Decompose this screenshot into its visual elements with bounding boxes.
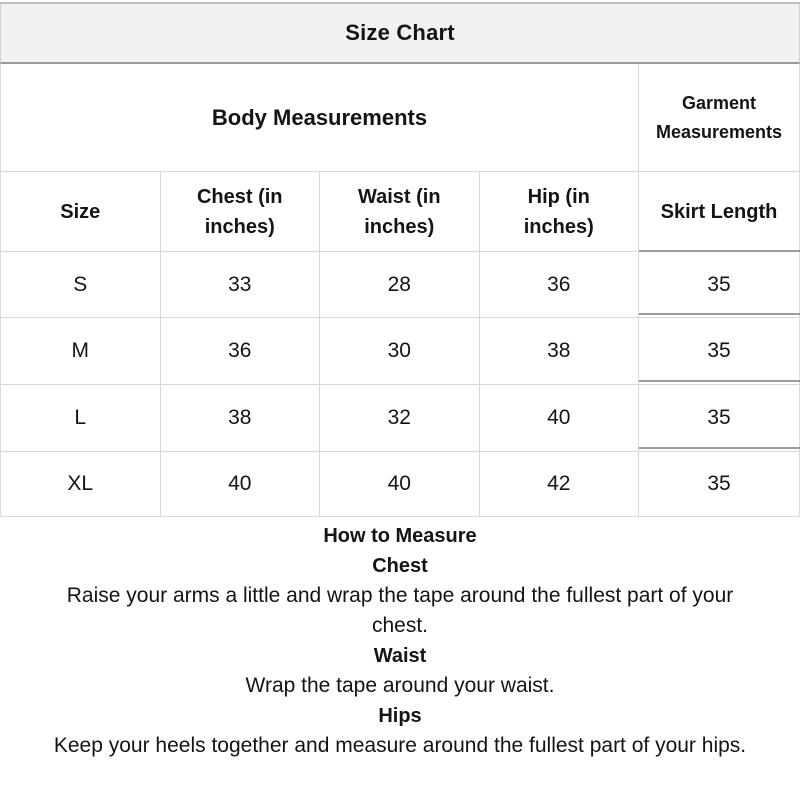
column-header-row xyxy=(1,172,799,252)
size-cell: XL xyxy=(1,452,161,516)
table-row-s xyxy=(1,252,799,318)
garment-measurements-header: Garment Measurements xyxy=(655,92,783,142)
measure-label-waist: Waist xyxy=(373,645,427,667)
hip-cell: 38 xyxy=(480,318,640,384)
measure-label-chest: Chest xyxy=(372,555,428,577)
hip-cell: 36 xyxy=(480,252,640,317)
skirt-column-divider xyxy=(639,380,800,382)
table-grid xyxy=(0,64,800,517)
column-header-waist: Waist (in inches) xyxy=(320,172,480,251)
waist-cell: 28 xyxy=(320,252,480,317)
table-row-xl xyxy=(1,452,799,517)
how-to-measure-heading: How to Measure xyxy=(323,525,477,547)
chest-cell: 36 xyxy=(161,318,321,384)
table-row-m xyxy=(1,318,799,385)
waist-cell: 40 xyxy=(320,452,480,516)
chest-cell: 38 xyxy=(161,385,321,451)
group-header-row xyxy=(1,64,799,172)
skirt-length-cell: 35 xyxy=(707,472,731,495)
waist-cell: 30 xyxy=(320,318,480,384)
skirt-column-divider xyxy=(639,447,800,449)
skirt-length-cell: 35 xyxy=(707,339,731,362)
how-to-measure-section xyxy=(0,521,800,761)
size-cell: S xyxy=(1,252,161,317)
skirt-length-cell: 35 xyxy=(707,406,731,429)
column-header-skirt-length: Skirt Length xyxy=(660,200,778,223)
column-header-hip: Hip (in inches) xyxy=(480,172,640,251)
column-header-chest: Chest (in inches) xyxy=(161,172,321,251)
measure-text-chest: Raise your arms a little and wrap the tape around the fullest part of your chest. xyxy=(66,584,734,637)
waist-cell: 32 xyxy=(320,385,480,451)
size-cell: M xyxy=(1,318,161,384)
column-header-size: Size xyxy=(1,172,161,251)
measure-text-hips: Keep your heels together and measure around the fullest part of your hips. xyxy=(53,734,747,757)
chest-cell: 40 xyxy=(161,452,321,516)
table-row-l xyxy=(1,385,799,452)
hip-cell: 40 xyxy=(480,385,640,451)
measure-label-hips: Hips xyxy=(378,705,422,727)
skirt-column-divider xyxy=(639,250,800,252)
skirt-length-cell: 35 xyxy=(707,272,731,296)
skirt-column-divider xyxy=(639,313,800,315)
body-measurements-header: Body Measurements xyxy=(1,64,639,171)
chest-cell: 33 xyxy=(161,252,321,317)
table-title: Size Chart xyxy=(345,20,455,45)
measure-text-waist: Wrap the tape around your waist. xyxy=(245,674,555,697)
hip-cell: 42 xyxy=(480,452,640,516)
table-title-bar xyxy=(0,2,800,64)
size-cell: L xyxy=(1,385,161,451)
